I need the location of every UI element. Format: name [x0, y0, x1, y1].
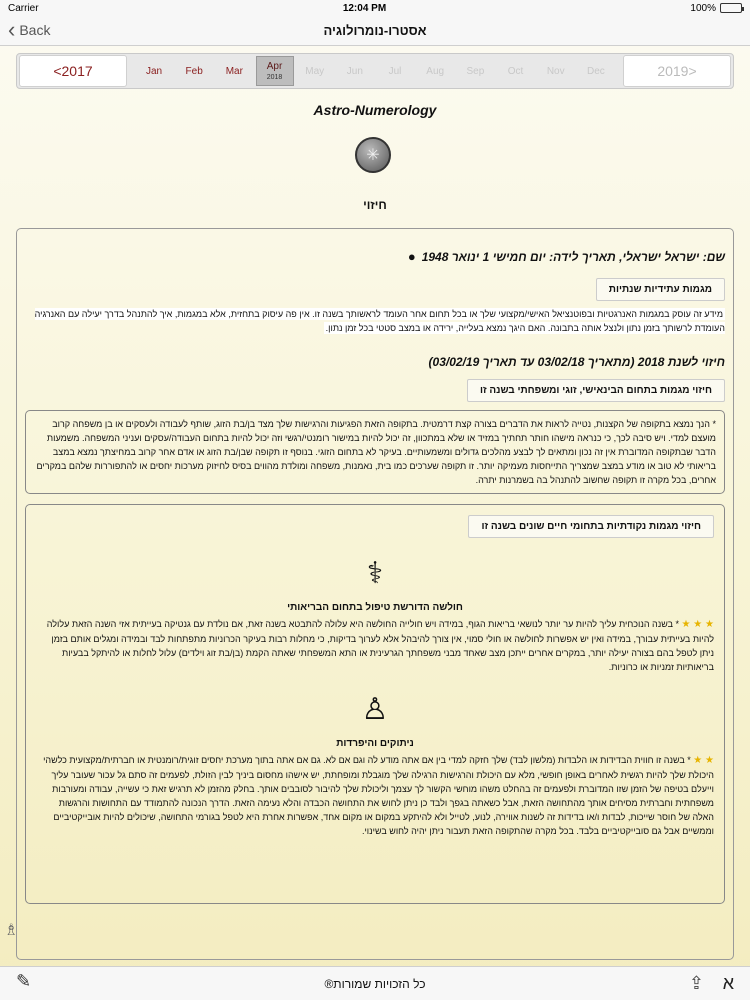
- app-title: Astro-Numerology: [313, 102, 437, 118]
- annual-trends-text: מידע זה עוסק במגמות האנרגטיות ובפוטנציאל האישי/מקצועי שלך או בכל תחום אחר העומד לראשותך בשנה זו. אין פה עיסוק בתחזית, אלא במגמות, איך להתנהל בדרך יעילה עם האנרגיה העומדת לרשותך בזמן נתון ולנצל אותה בתבונה. האם היגך נמצא בעלייה, ירידה או במצב סטטי בכל זמן נתון.: [34, 309, 725, 333]
- month-jan-button[interactable]: [135, 56, 173, 86]
- month-list: [129, 54, 621, 88]
- next-year-button[interactable]: 2019>: [623, 55, 731, 87]
- focus-frame: [25, 504, 725, 904]
- interpersonal-text: * הנך נמצא בתקופה של הקצנות, נטייה לראות את הדברים בצורה קצת דרמטית. בתקופה הזאת הפגיעות והרגישות שלך מצד בן/בת הזוג, שותף לעבודה ולעסקים או בן משפחה קרוב מועצם למדי. ויש סיבה לכך, כי כנראה מישהו חותר תחתיך במזיד או שלא במתכוון, זה יכול להיות במישור רומנטי/רגשי וזה יכול להיות בתחום העבודה/עסקים ועניני המשפחה. משמעות הדבר שבתקופה המדוברת אין זה נכון ומתאים לך לבצע מהלכים גדולים ומשמעותיים. בעיקר לא בתחום הזוגי. בנוסף זו תקופה שבן/בת הזוג או אדם אחר קרוב במחיצתך נמצא במצב בריאותי לא טוב או מודע במצב שמצריך התייחסות מעמיקה יותר. זו תקופה שערכים כמו בית, נאמנות, משפחה ומולדת מהווים בסיס לחיזוק מערכות יחסים או להתפוררות שלהם במקרים אחרים, בכל מקרה זו תקופה שחשוב להתנהל בה בשמרנות יתרה.: [36, 419, 716, 485]
- month-year-label: 2018: [266, 74, 283, 81]
- medical-kit-figure-icon: ⚕: [366, 556, 384, 590]
- forecast-period-title: חיזוי לשנת 2018 (מתאריך 03/02/18 עד תאריך 03/02/19): [428, 355, 725, 369]
- month-label: Dec: [586, 65, 605, 77]
- back-label: Back: [19, 22, 51, 38]
- month-label: Oct: [507, 65, 524, 77]
- month-label: Feb: [185, 65, 203, 77]
- help-figure-icon[interactable]: ♗: [4, 922, 19, 939]
- rating-stars-health: ★ ★ ★: [681, 619, 714, 630]
- chevron-left-icon: ‹: [8, 17, 16, 42]
- month-label: May: [305, 65, 325, 77]
- month-jul-button[interactable]: [376, 56, 414, 86]
- person-line: [25, 249, 725, 264]
- month-label: Jul: [388, 65, 402, 77]
- month-mar-button[interactable]: [215, 56, 253, 86]
- rating-stars-separation: ★ ★: [693, 755, 714, 766]
- bottom-toolbar: [0, 966, 750, 1000]
- nav-title: אסטרו-נומרולוגיה: [323, 23, 427, 38]
- month-sep-button[interactable]: [456, 56, 494, 86]
- health-heading: חולשה הדורשת טיפול בתחום הבריאותי: [287, 602, 463, 613]
- clock-label: 12:04 PM: [342, 2, 387, 14]
- section-title: חיזוי: [363, 198, 387, 212]
- interpersonal-trends-label: חיזוי מגמות בתחום הבינאישי, זוגי ומשפחתי בשנה זו: [467, 379, 725, 402]
- month-selector: [16, 53, 734, 89]
- month-jun-button[interactable]: [336, 56, 374, 86]
- vitruvian-logo-icon: ✳: [355, 137, 391, 173]
- navigation-bar: [0, 16, 750, 46]
- prev-year-button[interactable]: <2017: [19, 55, 127, 87]
- speech-bubble-icon[interactable]: ●: [407, 249, 416, 264]
- month-dec-button[interactable]: [577, 56, 615, 86]
- month-label: Jan: [145, 65, 163, 77]
- health-text: * בשנה הנוכחית עליך להיות ער יותר לנושאי בריאות הגוף, במידה ויש חולייה החולשה היא עלולה להתבטא בשנה זאת, אם נולדת עם גנטיקה בעייתית אזי השנה הזאת עלולה להיות בעייתית עבורך, במידה ואין יש אפשרות לחולשה או חולי סמוי, אין צורך להיבהל אלא לערוך בדיקות, כי מחלות רבות בעיקר הכרוניות מתפתחות לבד ובמידה ומגלים אותם בזמן ניתן לטפל בהם בצורה יעילה יותר, במקרים אחרים ייתכן מצב שאחד מבני משפחתך הגרעינית או התא המשפחתי שאתה הקמת (בן/בת זוג וילדים) עלול לחלות או להיתקל בבעיות בריאותיות זמניות או כרוניות.: [46, 619, 714, 672]
- annual-trends-label: מגמות עתידיות שנתיות: [596, 278, 725, 301]
- battery-percent: 100%: [690, 2, 716, 14]
- font-size-button[interactable]: א: [722, 973, 734, 993]
- person-name-birthdate: שם: ישראל ישראלי, תאריך לידה: יום חמישי 1 ינואר 1948: [421, 249, 725, 264]
- interpersonal-box: [25, 410, 725, 494]
- month-label: Mar: [225, 65, 243, 77]
- focus-trends-label: חיזוי מגמות נקודתיות בתחומי חיים שונים בשנה זו: [468, 515, 714, 538]
- month-label: Nov: [546, 65, 565, 77]
- copyright-label: כל הזכויות שמורות®: [324, 976, 426, 991]
- forecast-frame: [16, 228, 734, 960]
- month-feb-button[interactable]: [175, 56, 213, 86]
- separation-text: * בשנה זו חווית הבדידות או הלבדות (מלשון לבד) שלך חזקה למדי בין אם אתה מודע לה וגם אם לא. גם אם אתה בתוך מערכת יחסים זוגית/רומנטית או חברתית/מקצועית כלשהי היכולת שלך להיות רגשית לאחרים באופן חופשי, מלא עם היכולת והרגישות הרגילה שלך מוגבלת ומופחתת, יש אישהו מחסום ביניך לבין הזולת, לפעמים זה סתם גל עכור שעובר עליך וייעלם בטיפה של הזמן שזו המדוברת ולפעמים זה בהחלט משהו מוחשי הקשור לך עצמך וליכולת שלך להיבור לסובבים אותך. בחלק מהזמן לא תרגיש זאת כי עשייה, עבודה ומעורבות משפחתית וחברתית מסיחים אותך מהתחושה הזאת, אבל כשאתה בגפך ולבד כן ניתן לחוש את התחושה הכבדה והלא נעימה הזאת. הדרך הנכונה להתמודד עם התחושות והרגשות האלה של חוסר שייכות, לבדות ו/או בדידות זה לשנות אווירה, לנוע, לטייל ולא להיתקע במקום או מקום אחד, אפשרות אחרת היא לטפל בגורמי התחושה, שיכולים להיות אובייקטיביים וממשיים אבל גם סובייקטיביים בלבד. בכל מקרה שהתקופה הזאת תעבור ניתן יהיה לחוש בשינוי.: [43, 755, 714, 836]
- month-aug-button[interactable]: [416, 56, 454, 86]
- month-may-button[interactable]: [296, 56, 334, 86]
- status-bar: [0, 0, 750, 16]
- pen-icon[interactable]: ✎: [16, 971, 32, 991]
- back-button[interactable]: [8, 17, 51, 42]
- separation-heading: ניתוקים והיפרדות: [336, 738, 414, 749]
- month-apr-button[interactable]: [256, 56, 294, 86]
- thinking-figure-icon: ♙: [361, 692, 389, 726]
- month-label: Sep: [466, 65, 485, 77]
- carrier-label: Carrier: [8, 2, 39, 14]
- month-label: Aug: [426, 65, 445, 77]
- month-label: Jun: [346, 65, 363, 77]
- battery-icon: [720, 3, 742, 13]
- month-nov-button[interactable]: [537, 56, 575, 86]
- share-icon[interactable]: ⇪: [688, 973, 704, 993]
- month-oct-button[interactable]: [497, 56, 535, 86]
- month-label: Apr: [266, 61, 283, 72]
